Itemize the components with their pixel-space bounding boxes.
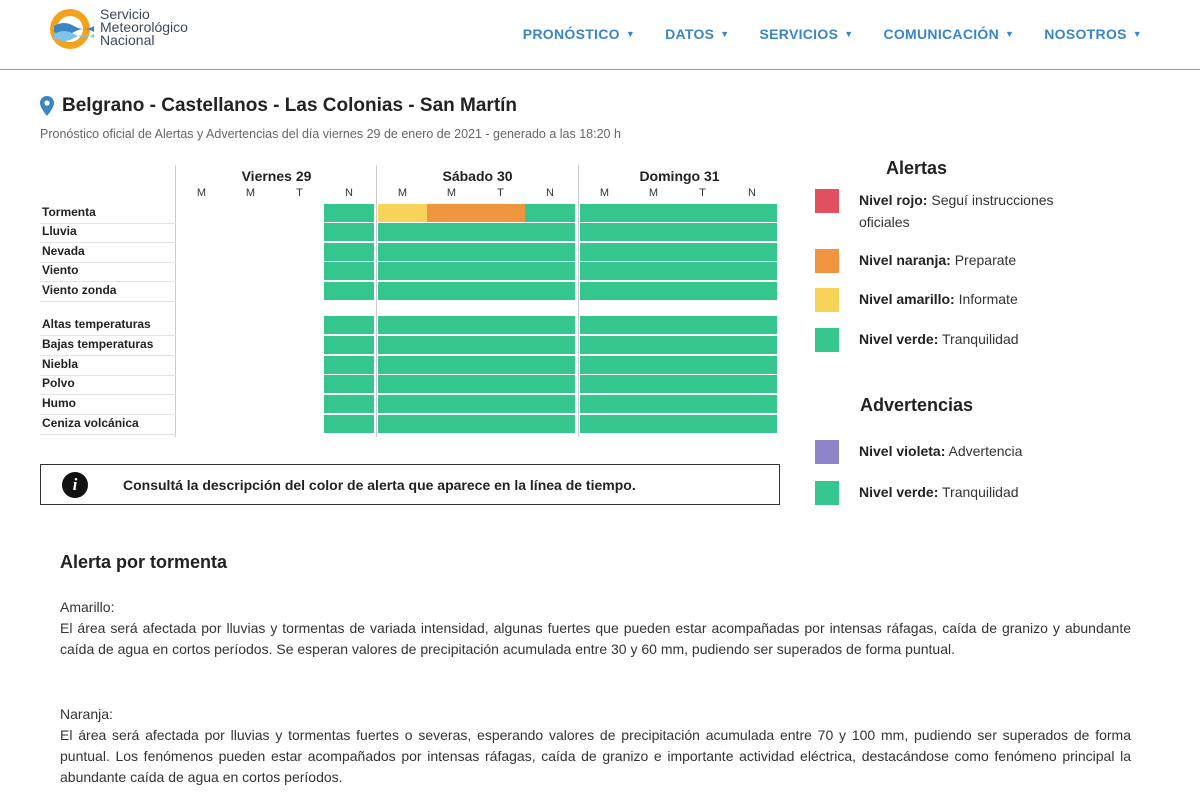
timeline-cell-verde[interactable] bbox=[427, 262, 476, 280]
day-header: Domingo 31 bbox=[639, 168, 720, 184]
timeline-cell-none bbox=[275, 336, 324, 354]
timeline-cell-verde[interactable] bbox=[476, 316, 525, 334]
row-label: Altas temperaturas bbox=[42, 317, 151, 331]
chevron-down-icon: ▼ bbox=[844, 29, 854, 39]
timeline-cell-none bbox=[226, 336, 275, 354]
timeline-cell-verde[interactable] bbox=[629, 356, 678, 374]
timeline-cell-verde[interactable] bbox=[580, 223, 629, 241]
timeline-cell-verde[interactable] bbox=[678, 356, 727, 374]
timeline-cell-none bbox=[275, 243, 324, 261]
timeline-cell-verde[interactable] bbox=[525, 375, 575, 393]
alert-timeline-grid bbox=[40, 165, 780, 440]
timeline-cell-verde[interactable] bbox=[525, 262, 575, 280]
timeline-cell-verde[interactable] bbox=[378, 375, 427, 393]
main-nav bbox=[493, 26, 1142, 42]
timeline-cell-verde[interactable] bbox=[378, 243, 427, 261]
period-label: T bbox=[497, 187, 504, 199]
timeline-cell-verde[interactable] bbox=[629, 395, 678, 413]
period-label: M bbox=[648, 187, 659, 199]
map-pin-icon bbox=[40, 96, 54, 116]
period-label: M bbox=[397, 187, 408, 199]
timeline-cell-verde[interactable] bbox=[580, 262, 629, 280]
day-separator bbox=[376, 165, 377, 437]
timeline-cell-none bbox=[226, 282, 275, 300]
timeline-cell-none bbox=[226, 415, 275, 433]
timeline-cell-verde[interactable] bbox=[525, 282, 575, 300]
swatch-verde bbox=[815, 481, 839, 505]
chevron-down-icon: ▼ bbox=[720, 29, 730, 39]
timeline-cell-verde[interactable] bbox=[427, 223, 476, 241]
timeline-cell-verde[interactable] bbox=[678, 375, 727, 393]
row-label: Humo bbox=[42, 396, 76, 410]
color-info-box bbox=[40, 464, 780, 505]
row-label: Bajas temperaturas bbox=[42, 337, 154, 351]
swatch-amarillo bbox=[815, 288, 839, 312]
timeline-cell-amarillo[interactable] bbox=[378, 204, 427, 222]
timeline-cell-verde[interactable] bbox=[476, 336, 525, 354]
period-label: M bbox=[196, 187, 207, 199]
timeline-cell-verde[interactable] bbox=[580, 316, 629, 334]
legend-item-amarillo: Nivel amarillo: Informate bbox=[815, 288, 1059, 312]
timeline-cell-none bbox=[275, 415, 324, 433]
timeline-cell-verde[interactable] bbox=[324, 204, 374, 222]
timeline-cell-verde[interactable] bbox=[678, 415, 727, 433]
row-label: Ceniza volcánica bbox=[42, 416, 139, 430]
row-label: Viento zonda bbox=[42, 283, 117, 297]
timeline-cell-verde[interactable] bbox=[727, 415, 777, 433]
chevron-down-icon: ▼ bbox=[625, 29, 636, 39]
forecast-subtitle: Pronóstico oficial de Alertas y Advertencias del día viernes 29 de enero de 2021 - generado a las 18:20 h bbox=[40, 127, 621, 141]
timeline-cell-none bbox=[275, 316, 324, 334]
timeline-cell-verde[interactable] bbox=[678, 204, 727, 222]
timeline-cell-naranja[interactable] bbox=[427, 204, 476, 222]
timeline-cell-verde[interactable] bbox=[727, 375, 777, 393]
legend-item-rojo: Nivel rojo: Seguí instrucciones oficiales bbox=[815, 189, 1059, 233]
row-label: Niebla bbox=[42, 357, 79, 371]
timeline-cell-verde[interactable] bbox=[629, 223, 678, 241]
timeline-cell-verde[interactable] bbox=[580, 395, 629, 413]
timeline-cell-verde[interactable] bbox=[427, 395, 476, 413]
timeline-cell-verde[interactable] bbox=[629, 316, 678, 334]
day-header: Viernes 29 bbox=[241, 168, 312, 184]
timeline-cell-verde[interactable] bbox=[678, 262, 727, 280]
timeline-cell-verde[interactable] bbox=[678, 336, 727, 354]
logo-wordmark: Servicio Meteorológico Nacional bbox=[100, 6, 188, 48]
legend-item-naranja: Nivel naranja: Preparate bbox=[815, 249, 1059, 273]
row-divider bbox=[40, 434, 176, 435]
nav-nosotros[interactable]: NOSOTROS ▼ bbox=[1044, 26, 1142, 42]
timeline-cell-verde[interactable] bbox=[727, 282, 777, 300]
timeline-cell-verde[interactable] bbox=[427, 415, 476, 433]
timeline-cell-none bbox=[226, 395, 275, 413]
period-label: M bbox=[245, 187, 256, 199]
timeline-cell-verde[interactable] bbox=[580, 375, 629, 393]
timeline-cell-verde[interactable] bbox=[476, 375, 525, 393]
row-divider bbox=[40, 355, 176, 356]
timeline-cell-verde[interactable] bbox=[378, 356, 427, 374]
info-icon: i bbox=[62, 472, 88, 498]
timeline-cell-verde[interactable] bbox=[727, 395, 777, 413]
row-label: Polvo bbox=[42, 376, 75, 390]
info-text: Consultá la descripción del color de alerta que aparece en la línea de tiempo. bbox=[123, 476, 636, 493]
timeline-cell-verde[interactable] bbox=[727, 262, 777, 280]
timeline-cell-none bbox=[177, 415, 226, 433]
row-divider bbox=[40, 242, 176, 243]
alert-section-title: Alerta por tormenta bbox=[60, 552, 228, 572]
timeline-cell-verde[interactable] bbox=[629, 375, 678, 393]
timeline-cell-verde[interactable] bbox=[378, 336, 427, 354]
timeline-cell-none bbox=[177, 262, 226, 280]
alert-amarillo-text: El área será afectada por lluvias y tormentas de variada intensidad, algunas fuertes que pueden estar acompañadas por intensas ráfagas, caída de granizo y abundante caída de agua en cortos períodos. Se esperan valores de precipitación acumulada entre 30 y 60 mm, pudiendo ser superados de forma puntual. bbox=[60, 620, 1131, 657]
nav-pronostico[interactable]: PRONÓSTICO ▼ bbox=[522, 26, 636, 42]
timeline-cell-none bbox=[275, 375, 324, 393]
row-divider bbox=[40, 301, 176, 302]
timeline-cell-none bbox=[177, 395, 226, 413]
swatch-naranja bbox=[815, 249, 839, 273]
period-label: N bbox=[748, 187, 756, 199]
timeline-cell-verde[interactable] bbox=[324, 415, 374, 433]
period-label: N bbox=[345, 187, 353, 199]
timeline-cell-none bbox=[226, 204, 275, 222]
alert-naranja-text: El área será afectada por lluvias y tormentas fuertes o severas, esperando valores de precipitación acumulada entre 70 y 100 mm, pudiendo ser superados de forma puntual. Los fenómenos pueden estar acompañados por intensas ráfagas, caída de granizo e importante actividad eléctrica, destacándose como fenómeno principal la abundante caída de agua en cortos períodos. bbox=[60, 727, 1131, 785]
timeline-cell-none bbox=[275, 282, 324, 300]
timeline-cell-verde[interactable] bbox=[378, 395, 427, 413]
period-label: T bbox=[296, 187, 303, 199]
timeline-cell-verde[interactable] bbox=[476, 243, 525, 261]
timeline-cell-verde[interactable] bbox=[580, 243, 629, 261]
chevron-down-icon: ▼ bbox=[1132, 29, 1142, 39]
smn-logo-icon bbox=[48, 6, 96, 52]
timeline-cell-verde[interactable] bbox=[427, 356, 476, 374]
timeline-cell-verde[interactable] bbox=[525, 223, 575, 241]
timeline-cell-verde[interactable] bbox=[580, 282, 629, 300]
legend-item-violeta: Nivel violeta: Advertencia bbox=[815, 440, 1059, 464]
timeline-cell-verde[interactable] bbox=[324, 316, 374, 334]
legend-item-verde-advertencia: Nivel verde: Tranquilidad bbox=[815, 481, 1059, 505]
timeline-cell-verde[interactable] bbox=[727, 243, 777, 261]
legend-advertencias-title: Advertencias bbox=[860, 395, 974, 415]
timeline-cell-verde[interactable] bbox=[580, 336, 629, 354]
timeline-cell-verde[interactable] bbox=[476, 415, 525, 433]
timeline-cell-verde[interactable] bbox=[629, 204, 678, 222]
timeline-cell-none bbox=[226, 223, 275, 241]
timeline-cell-verde[interactable] bbox=[378, 223, 427, 241]
nav-servicios[interactable]: SERVICIOS ▼ bbox=[759, 26, 854, 42]
row-label: Nevada bbox=[42, 244, 85, 258]
timeline-cell-none bbox=[177, 356, 226, 374]
location-title: Belgrano - Castellanos - Las Colonias - San Martín bbox=[62, 95, 518, 116]
timeline-cell-verde[interactable] bbox=[678, 282, 727, 300]
timeline-cell-verde[interactable] bbox=[525, 243, 575, 261]
timeline-cell-verde[interactable] bbox=[525, 395, 575, 413]
timeline-cell-none bbox=[226, 243, 275, 261]
timeline-cell-verde[interactable] bbox=[629, 262, 678, 280]
timeline-cell-verde[interactable] bbox=[727, 316, 777, 334]
row-label: Lluvia bbox=[42, 224, 77, 238]
alert-amarillo-label: Amarillo: bbox=[60, 599, 115, 615]
timeline-cell-none bbox=[226, 262, 275, 280]
timeline-cell-verde[interactable] bbox=[476, 223, 525, 241]
timeline-cell-verde[interactable] bbox=[324, 375, 374, 393]
period-label: M bbox=[446, 187, 457, 199]
chevron-down-icon: ▼ bbox=[1005, 29, 1015, 39]
timeline-cell-verde[interactable] bbox=[525, 336, 575, 354]
timeline-cell-none bbox=[177, 282, 226, 300]
timeline-cell-verde[interactable] bbox=[427, 316, 476, 334]
timeline-cell-verde[interactable] bbox=[378, 262, 427, 280]
timeline-cell-none bbox=[177, 204, 226, 222]
timeline-cell-verde[interactable] bbox=[378, 415, 427, 433]
swatch-rojo bbox=[815, 189, 839, 213]
alert-amarillo-block bbox=[60, 597, 1131, 660]
row-divider bbox=[40, 414, 176, 415]
timeline-cell-verde[interactable] bbox=[324, 243, 374, 261]
timeline-cell-none bbox=[226, 375, 275, 393]
timeline-cell-verde[interactable] bbox=[629, 282, 678, 300]
legend-alertas-title: Alertas bbox=[886, 158, 948, 178]
timeline-cell-verde[interactable] bbox=[476, 262, 525, 280]
timeline-cell-verde[interactable] bbox=[324, 336, 374, 354]
timeline-cell-verde[interactable] bbox=[378, 316, 427, 334]
timeline-cell-verde[interactable] bbox=[580, 356, 629, 374]
swatch-verde bbox=[815, 328, 839, 352]
timeline-cell-verde[interactable] bbox=[727, 204, 777, 222]
period-label: M bbox=[599, 187, 610, 199]
timeline-cell-verde[interactable] bbox=[476, 282, 525, 300]
timeline-cell-none bbox=[275, 262, 324, 280]
timeline-cell-none bbox=[177, 316, 226, 334]
page-title bbox=[40, 95, 517, 117]
timeline-cell-verde[interactable] bbox=[324, 262, 374, 280]
period-label: T bbox=[699, 187, 706, 199]
row-divider bbox=[40, 281, 176, 282]
day-separator bbox=[578, 165, 579, 437]
row-divider bbox=[40, 394, 176, 395]
timeline-cell-verde[interactable] bbox=[580, 204, 629, 222]
timeline-cell-verde[interactable] bbox=[678, 316, 727, 334]
alert-naranja-label: Naranja: bbox=[60, 706, 113, 722]
smn-logo[interactable] bbox=[48, 6, 218, 52]
timeline-cell-verde[interactable] bbox=[476, 356, 525, 374]
timeline-cell-verde[interactable] bbox=[324, 395, 374, 413]
timeline-cell-verde[interactable] bbox=[427, 375, 476, 393]
timeline-cell-none bbox=[177, 375, 226, 393]
timeline-cell-verde[interactable] bbox=[629, 415, 678, 433]
timeline-cell-verde[interactable] bbox=[324, 282, 374, 300]
timeline-cell-verde[interactable] bbox=[378, 282, 427, 300]
nav-comunicacion[interactable]: COMUNICACIÓN ▼ bbox=[883, 26, 1015, 42]
timeline-cell-verde[interactable] bbox=[427, 243, 476, 261]
timeline-cell-none bbox=[275, 204, 324, 222]
timeline-cell-verde[interactable] bbox=[525, 316, 575, 334]
timeline-cell-verde[interactable] bbox=[629, 336, 678, 354]
timeline-cell-verde[interactable] bbox=[678, 395, 727, 413]
timeline-cell-verde[interactable] bbox=[427, 336, 476, 354]
timeline-cell-verde[interactable] bbox=[727, 223, 777, 241]
legend-item-verde: Nivel verde: Tranquilidad bbox=[815, 328, 1059, 352]
timeline-cell-verde[interactable] bbox=[629, 243, 678, 261]
timeline-cell-verde[interactable] bbox=[427, 282, 476, 300]
row-label: Viento bbox=[42, 263, 79, 277]
nav-datos[interactable]: DATOS ▼ bbox=[665, 26, 730, 42]
timeline-cell-verde[interactable] bbox=[525, 204, 575, 222]
day-header: Sábado 30 bbox=[442, 168, 513, 184]
timeline-cell-none bbox=[226, 356, 275, 374]
timeline-cell-none bbox=[177, 223, 226, 241]
timeline-cell-verde[interactable] bbox=[727, 356, 777, 374]
timeline-cell-naranja[interactable] bbox=[476, 204, 525, 222]
timeline-cell-none bbox=[177, 243, 226, 261]
period-label: N bbox=[546, 187, 554, 199]
timeline-cell-verde[interactable] bbox=[580, 415, 629, 433]
alert-naranja-block bbox=[60, 704, 1131, 788]
timeline-cell-verde[interactable] bbox=[727, 336, 777, 354]
timeline-cell-none bbox=[275, 395, 324, 413]
timeline-cell-verde[interactable] bbox=[324, 223, 374, 241]
timeline-cell-verde[interactable] bbox=[525, 356, 575, 374]
timeline-cell-verde[interactable] bbox=[525, 415, 575, 433]
timeline-cell-verde[interactable] bbox=[678, 243, 727, 261]
top-navbar bbox=[0, 0, 1200, 70]
timeline-cell-verde[interactable] bbox=[476, 395, 525, 413]
timeline-cell-none bbox=[177, 336, 226, 354]
timeline-cell-none bbox=[275, 356, 324, 374]
timeline-cell-none bbox=[275, 223, 324, 241]
timeline-cell-verde[interactable] bbox=[324, 356, 374, 374]
timeline-cell-verde[interactable] bbox=[678, 223, 727, 241]
timeline-cell-none bbox=[226, 316, 275, 334]
row-divider bbox=[40, 335, 176, 336]
swatch-violeta bbox=[815, 440, 839, 464]
row-label: Tormenta bbox=[42, 205, 96, 219]
